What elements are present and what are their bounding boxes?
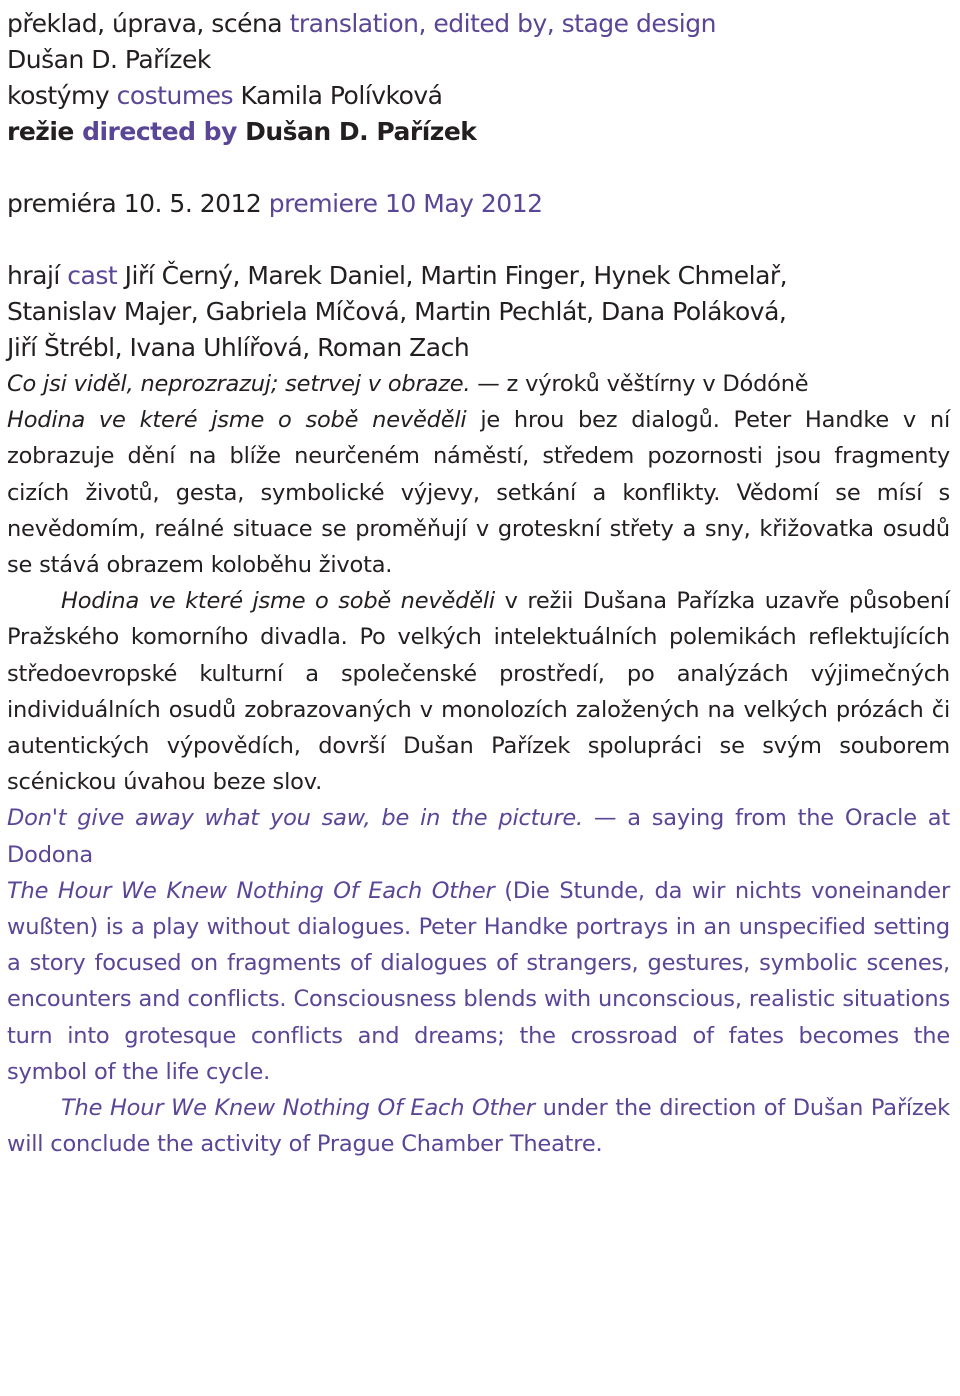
czech-motto <box>7 366 950 402</box>
czech-paragraph-2 <box>7 583 950 800</box>
credit-translation <box>7 6 950 42</box>
cast-block <box>7 258 950 366</box>
english-paragraph-2-text: under the direction of Dušan Pařízek will conclude the activity of Prague Chamber Theatre. <box>7 1095 950 1158</box>
credit-director-label-cz: režie <box>7 117 74 146</box>
english-motto <box>7 800 950 872</box>
credit-premiere <box>7 186 950 222</box>
czech-paragraph-2-text: v režii Dušana Pařízka uzavře působení Pražského komorního divadla. Po velkých intelektuálních polemikách reflektujících středoevropské kulturní a společenské prostředí, po analýzách výjimečných individuálních osudů zobrazovaných v monolozích založených na velkých prózách či autentických výpovědích, dovrší Dušan Pařízek spolupráci se svým souborem scénickou úvahou beze slov. <box>7 588 950 796</box>
czech-paragraph-1-text: je hrou bez dialogů. Peter Handke v ní zobrazuje dění na blíže neurčeném náměstí, středem pozornosti jsou fragmenty cizích životů, gesta, symbolické výjevy, setkání a konflikty. Vědomí se mísí s nevědomím, reálné situace se proměňují v groteskní střety a sny, křižovatka osudů se stává obrazem koloběhu života. <box>7 407 950 579</box>
cast-names-3: Jiří Štrébl, Ivana Uhlířová, Roman Zach <box>7 333 470 362</box>
czech-text <box>7 366 950 800</box>
credit-costumes-label-cz: kostýmy <box>7 81 110 110</box>
czech-play-title-2: Hodina ve které jsme o sobě nevěděli <box>61 588 495 615</box>
czech-motto-source: — z výroků věštírny v Dódóně <box>470 371 809 397</box>
credits-block <box>7 6 950 366</box>
cast-names-2: Stanislav Majer, Gabriela Míčová, Martin Pechlát, Dana Poláková, <box>7 297 787 326</box>
cast-label-en: cast <box>67 261 118 290</box>
english-paragraph-1-text: (Die Stunde, da wir nichts voneinander wußten) is a play without dialogues. Peter Handke portrays in an unspecified setting a story focused on fragments of dialogues of strangers, gestures, symbolic scenes, encounters and conflicts. Consciousness blends with unconscious, realistic situations turn into grotesque conflicts and dreams; the crossroad of fates becomes the symbol of the life cycle. <box>7 877 950 1085</box>
english-text <box>7 800 950 1162</box>
credit-costumes-name: Kamila Polívková <box>240 81 443 110</box>
cast-names-1: Jiří Černý, Marek Daniel, Martin Finger, Hynek Chmelař, <box>124 261 788 290</box>
credit-translation-name: Dušan D. Pařízek <box>7 45 211 74</box>
cast-label-cz: hrají <box>7 261 60 290</box>
english-motto-quote: Don't give away what you saw, be in the picture. <box>7 805 584 832</box>
credit-costumes <box>7 78 950 114</box>
english-play-title-2: The Hour We Knew Nothing Of Each Other <box>61 1095 535 1122</box>
credit-costumes-label-en: costumes <box>116 81 234 110</box>
english-motto-source: — a saying from the Oracle at Dodona <box>7 805 950 868</box>
credit-translation-label-cz: překlad, úprava, scéna <box>7 9 283 38</box>
english-paragraph-1 <box>7 873 950 1090</box>
credit-director <box>7 114 950 150</box>
czech-motto-quote: Co jsi viděl, neprozrazuj; setrvej v obraze. <box>7 371 471 397</box>
english-paragraph-2 <box>7 1090 950 1162</box>
cast-line-1 <box>7 258 950 294</box>
premiere-cz: premiéra 10. 5. 2012 <box>7 189 262 218</box>
credit-director-name: Dušan D. Pařízek <box>245 117 477 146</box>
credit-translation-label-en: translation, edited by, stage design <box>289 9 716 38</box>
czech-play-title-1: Hodina ve které jsme o sobě nevěděli <box>7 407 467 434</box>
premiere-en: premiere 10 May 2012 <box>268 189 543 218</box>
czech-paragraph-1 <box>7 402 950 583</box>
credit-director-label-en: directed by <box>82 117 237 146</box>
english-play-title-1: The Hour We Knew Nothing Of Each Other <box>7 877 495 904</box>
